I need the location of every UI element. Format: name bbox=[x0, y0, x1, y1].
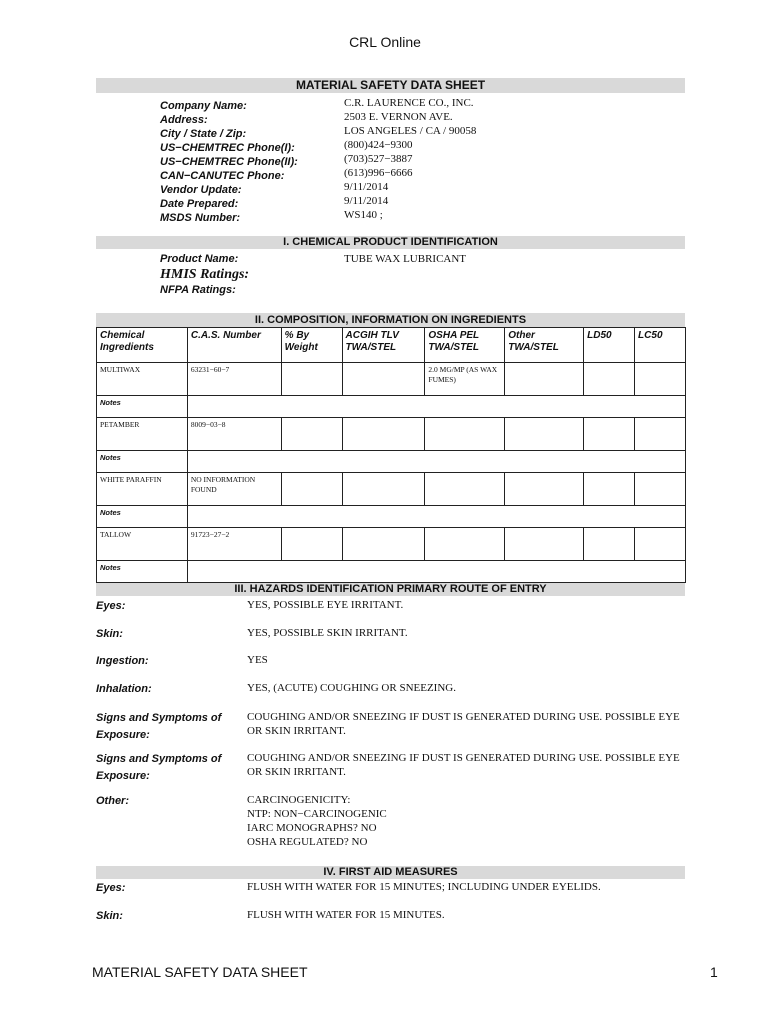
other-cell bbox=[505, 473, 584, 506]
ingredient-name: TALLOW bbox=[97, 528, 188, 561]
field-label: Date Prepared: bbox=[160, 198, 239, 210]
hazard-value: COUGHING AND/OR SNEEZING IF DUST IS GENERATED DURING USE. POSSIBLE EYE OR SKIN IRRITANT. bbox=[247, 711, 680, 737]
notes-cell bbox=[187, 451, 685, 473]
lc50-cell bbox=[635, 528, 686, 561]
field-label: City / State / Zip: bbox=[160, 128, 247, 140]
column-header: C.A.S. Number bbox=[187, 328, 281, 363]
acgih-cell bbox=[342, 363, 425, 396]
acgih-cell bbox=[342, 528, 425, 561]
notes-cell bbox=[187, 506, 685, 528]
other-cell bbox=[505, 363, 584, 396]
vendor-update-row bbox=[160, 180, 680, 194]
field-label: US−CHEMTREC Phone(I): bbox=[160, 142, 295, 154]
weight-cell bbox=[281, 418, 342, 451]
notes-row bbox=[97, 561, 686, 583]
ld50-cell bbox=[584, 418, 635, 451]
hazard-value: COUGHING AND/OR SNEEZING IF DUST IS GENERATED DURING USE. POSSIBLE EYE OR SKIN IRRITANT. bbox=[247, 752, 680, 778]
hazard-label: Ingestion: bbox=[96, 655, 149, 667]
hazard-label: Other: bbox=[96, 795, 129, 807]
footer-title: MATERIAL SAFETY DATA SHEET bbox=[92, 964, 308, 980]
notes-row bbox=[97, 506, 686, 528]
first-aid-value: FLUSH WITH WATER FOR 15 MINUTES. bbox=[247, 909, 445, 921]
table-row bbox=[97, 528, 686, 561]
cas-number: 91723−27−2 bbox=[187, 528, 281, 561]
canutec-phone-row bbox=[160, 166, 680, 180]
column-header: % By Weight bbox=[281, 328, 342, 363]
osha-cell bbox=[425, 528, 505, 561]
notes-cell bbox=[187, 396, 685, 418]
hazard-label: Eyes: bbox=[96, 600, 126, 612]
acgih-cell bbox=[342, 418, 425, 451]
section-4-title-bar: IV. FIRST AID MEASURES bbox=[96, 866, 685, 879]
osha-cell: 2.0 MG/MP (AS WAX FUMES) bbox=[425, 363, 505, 396]
hazard-label: Signs and Symptoms of Exposure: bbox=[96, 753, 222, 782]
lc50-cell bbox=[635, 418, 686, 451]
date-prepared-row bbox=[160, 194, 680, 208]
msds-title-bar: MATERIAL SAFETY DATA SHEET bbox=[96, 78, 685, 93]
hazard-value: YES, POSSIBLE EYE IRRITANT. bbox=[247, 599, 404, 611]
ingredient-name: WHITE PARAFFIN bbox=[97, 473, 188, 506]
first-aid-label: Skin: bbox=[96, 910, 123, 922]
ld50-cell bbox=[584, 473, 635, 506]
column-header: LD50 bbox=[584, 328, 635, 363]
field-value: (800)424−9300 bbox=[344, 139, 413, 151]
other-cell bbox=[505, 528, 584, 561]
weight-cell bbox=[281, 473, 342, 506]
field-value: C.R. LAURENCE CO., INC. bbox=[344, 97, 474, 109]
column-header: Chemical Ingredients bbox=[97, 328, 188, 363]
weight-cell bbox=[281, 528, 342, 561]
cas-number: 8009−03−8 bbox=[187, 418, 281, 451]
company-info bbox=[160, 96, 680, 222]
field-value: 9/11/2014 bbox=[344, 195, 389, 207]
hazard-value: CARCINOGENICITY: NTP: NON−CARCINOGENIC IARC MONOGRAPHS? NO OSHA REGULATED? NO bbox=[247, 794, 387, 848]
column-header: LC50 bbox=[635, 328, 686, 363]
field-label: US−CHEMTREC Phone(II): bbox=[160, 156, 298, 168]
other-cell bbox=[505, 418, 584, 451]
lc50-cell bbox=[635, 363, 686, 396]
hazard-label: Skin: bbox=[96, 628, 123, 640]
section-2-title-bar: II. COMPOSITION, INFORMATION ON INGREDIENTS bbox=[96, 313, 685, 327]
ld50-cell bbox=[584, 528, 635, 561]
field-value: (613)996−6666 bbox=[344, 167, 413, 179]
company-name-row bbox=[160, 96, 680, 110]
field-label: CAN−CANUTEC Phone: bbox=[160, 170, 285, 182]
chemtrec-phone-2-row bbox=[160, 152, 680, 166]
hazard-label: Inhalation: bbox=[96, 683, 152, 695]
osha-cell bbox=[425, 418, 505, 451]
hazard-value: YES, (ACUTE) COUGHING OR SNEEZING. bbox=[247, 682, 456, 694]
field-label: Address: bbox=[160, 114, 208, 126]
table-row bbox=[97, 473, 686, 506]
hmis-ratings-label: HMIS Ratings: bbox=[160, 267, 250, 282]
notes-row bbox=[97, 396, 686, 418]
notes-label: Notes bbox=[97, 396, 188, 418]
field-label: Company Name: bbox=[160, 100, 247, 112]
field-label: MSDS Number: bbox=[160, 212, 241, 224]
column-header: OSHA PEL TWA/STEL bbox=[425, 328, 505, 363]
field-value: 2503 E. VERNON AVE. bbox=[344, 111, 453, 123]
composition-table bbox=[96, 327, 686, 583]
field-value: 9/11/2014 bbox=[344, 181, 389, 193]
notes-row bbox=[97, 451, 686, 473]
column-header: Other TWA/STEL bbox=[505, 328, 584, 363]
hazard-value: YES, POSSIBLE SKIN IRRITANT. bbox=[247, 627, 408, 639]
field-value: (703)527−3887 bbox=[344, 153, 413, 165]
product-name-label: Product Name: bbox=[160, 253, 239, 265]
hazard-label: Signs and Symptoms of Exposure: bbox=[96, 712, 222, 741]
notes-cell bbox=[187, 561, 685, 583]
lc50-cell bbox=[635, 473, 686, 506]
field-value: LOS ANGELES / CA / 90058 bbox=[344, 125, 477, 137]
msds-number-row bbox=[160, 208, 680, 222]
ingredient-name: MULTIWAX bbox=[97, 363, 188, 396]
section-1-title-bar: I. CHEMICAL PRODUCT IDENTIFICATION bbox=[96, 236, 685, 249]
page-header-title: CRL Online bbox=[349, 34, 421, 50]
notes-label: Notes bbox=[97, 451, 188, 473]
cas-number: NO INFORMATION FOUND bbox=[187, 473, 281, 506]
table-row bbox=[97, 363, 686, 396]
product-name-value: TUBE WAX LUBRICANT bbox=[344, 253, 467, 265]
first-aid-label: Eyes: bbox=[96, 882, 126, 894]
weight-cell bbox=[281, 363, 342, 396]
hazard-value: YES bbox=[247, 654, 268, 666]
notes-label: Notes bbox=[97, 561, 188, 583]
field-label: Vendor Update: bbox=[160, 184, 242, 196]
ld50-cell bbox=[584, 363, 635, 396]
address-row bbox=[160, 110, 680, 124]
column-header: ACGIH TLV TWA/STEL bbox=[342, 328, 425, 363]
chemtrec-phone-1-row bbox=[160, 138, 680, 152]
acgih-cell bbox=[342, 473, 425, 506]
field-value: WS140 ; bbox=[344, 209, 383, 221]
notes-label: Notes bbox=[97, 506, 188, 528]
table-row bbox=[97, 418, 686, 451]
nfpa-ratings-label: NFPA Ratings: bbox=[160, 284, 236, 296]
city-state-zip-row bbox=[160, 124, 680, 138]
table-header-row bbox=[97, 328, 686, 363]
ingredient-name: PETAMBER bbox=[97, 418, 188, 451]
osha-cell bbox=[425, 473, 505, 506]
first-aid-value: FLUSH WITH WATER FOR 15 MINUTES; INCLUDING UNDER EYELIDS. bbox=[247, 881, 601, 893]
page-number: 1 bbox=[710, 964, 718, 980]
cas-number: 63231−60−7 bbox=[187, 363, 281, 396]
section-3-title-bar: III. HAZARDS IDENTIFICATION PRIMARY ROUTE OF ENTRY bbox=[96, 583, 685, 596]
